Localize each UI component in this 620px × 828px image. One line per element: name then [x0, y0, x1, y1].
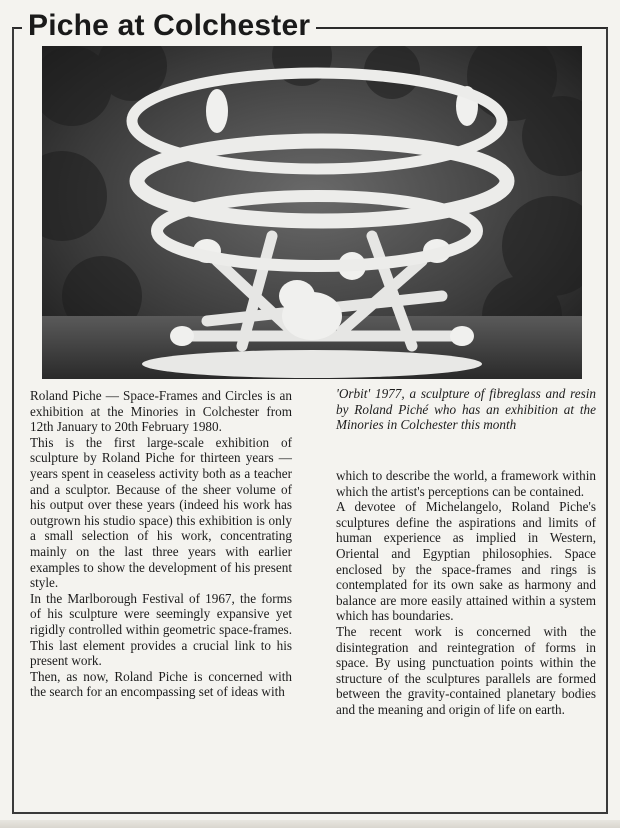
column-left — [30, 388, 292, 700]
sculpture-photo — [42, 46, 582, 379]
sculpture-base — [142, 350, 482, 378]
paragraph: In the Marlborough Festival of 1967, the forms of his sculpture were seemingly expansive yet rigidly controlled within geometric space-frames. This last element provides a crucial link to his present work. — [30, 590, 292, 669]
orbit-sculpture-image — [42, 46, 582, 379]
paragraph: The recent work is concerned with the disintegration and reintegration of forms in space. By using punctuation points within the structure of the sculptures parallels are formed between the gravity-contained planetary bodies and the meaning and origin of life on earth. — [336, 623, 596, 717]
column-right — [336, 468, 596, 718]
photo-caption: 'Orbit' 1977, a sculpture of fibreglass and resin by Roland Piché who has an exhibition at the Minories in Colchester this month — [336, 386, 596, 433]
page-edge — [0, 820, 620, 828]
frame-left-rule — [12, 28, 14, 813]
paragraph: which to describe the world, a framework within which the artist's perceptions can be contained. — [336, 468, 596, 499]
paragraph: Then, as now, Roland Piche is concerned with the search for an encompassing set of ideas with — [30, 668, 292, 700]
frame-right-rule — [606, 28, 608, 813]
paragraph: This is the first large-scale exhibition of sculpture by Roland Piche for thirteen years — years spent in ceaseless activity both as a teacher and a sculptor. Because of the sheer volume of his output over these years (indeed his work has outgrown his studio space) this exhibition is only a small selection of his work, concentrating mainly on the last three years with earlier examples to show the development of his present style. — [30, 434, 292, 591]
frame-bottom-rule — [12, 812, 608, 814]
paragraph: Roland Piche — Space-Frames and Circles is an exhibition at the Minories in Colchester from 12th January to 20th February 1980. — [30, 388, 292, 435]
article-title: Piche at Colchester — [22, 7, 316, 45]
paragraph: A devotee of Michelangelo, Roland Piche's sculptures define the aspirations and limits of human experience as implied in Western, Oriental and Egyptian philosophies. Space enclosed by the space-frames and rings is contemplated for its own sake as harmony and balance are more easily attained within a system which has boundaries. — [336, 499, 596, 624]
